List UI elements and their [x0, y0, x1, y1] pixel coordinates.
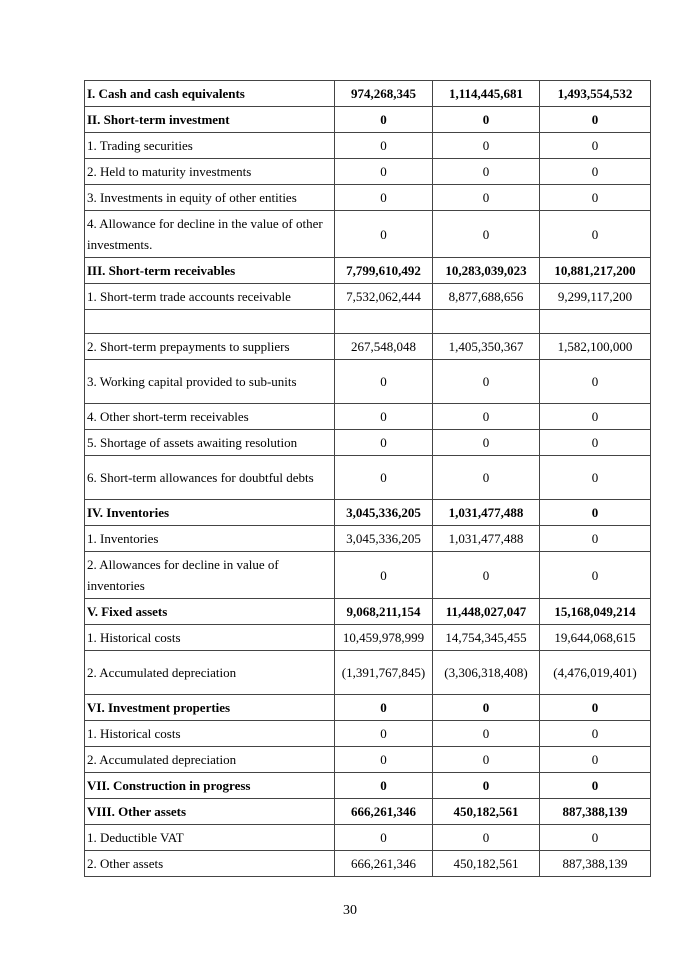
value-cell-col1: 0 [335, 185, 433, 211]
value-cell-col2: 0 [433, 404, 540, 430]
table-row [85, 159, 651, 185]
value-cell-col3: 0 [540, 695, 651, 721]
row-label: 3. Working capital provided to sub-units [85, 360, 335, 404]
row-label: 1. Historical costs [85, 721, 335, 747]
value-cell-col1: 0 [335, 773, 433, 799]
row-label: 1. Trading securities [85, 133, 335, 159]
value-cell-col1: 9,068,211,154 [335, 599, 433, 625]
value-cell-col2: 0 [433, 159, 540, 185]
value-cell-col2: 0 [433, 747, 540, 773]
value-cell-col2: 0 [433, 211, 540, 258]
row-label: I. Cash and cash equivalents [85, 81, 335, 107]
value-cell-col1: (1,391,767,845) [335, 651, 433, 695]
value-cell-col1: 0 [335, 456, 433, 500]
value-cell-col2: 0 [433, 360, 540, 404]
section-row [85, 799, 651, 825]
value-cell-col2: 0 [433, 552, 540, 599]
value-cell-col3: 0 [540, 404, 651, 430]
value-cell-col1: 0 [335, 133, 433, 159]
table-row [85, 456, 651, 500]
value-cell-col2: 0 [433, 185, 540, 211]
row-label: IV. Inventories [85, 500, 335, 526]
value-cell-col3: 0 [540, 211, 651, 258]
value-cell-col1 [335, 310, 433, 334]
section-row [85, 773, 651, 799]
row-label: 1. Deductible VAT [85, 825, 335, 851]
value-cell-col2: 11,448,027,047 [433, 599, 540, 625]
value-cell-col3: 0 [540, 825, 651, 851]
value-cell-col2: 0 [433, 695, 540, 721]
row-label: VIII. Other assets [85, 799, 335, 825]
value-cell-col1: 0 [335, 695, 433, 721]
value-cell-col2: 450,182,561 [433, 851, 540, 877]
value-cell-col3: 0 [540, 133, 651, 159]
value-cell-col3 [540, 310, 651, 334]
table-row [85, 430, 651, 456]
value-cell-col2: 0 [433, 825, 540, 851]
row-label: 2. Accumulated depreciation [85, 651, 335, 695]
table-row [85, 825, 651, 851]
value-cell-col1: 3,045,336,205 [335, 500, 433, 526]
value-cell-col3: (4,476,019,401) [540, 651, 651, 695]
table-row [85, 404, 651, 430]
value-cell-col1: 0 [335, 211, 433, 258]
table-row [85, 133, 651, 159]
row-label: II. Short-term investment [85, 107, 335, 133]
row-label: 4. Allowance for decline in the value of other investments. [85, 211, 335, 258]
value-cell-col2: 0 [433, 430, 540, 456]
value-cell-col1: 0 [335, 430, 433, 456]
value-cell-col2: 1,031,477,488 [433, 526, 540, 552]
section-row [85, 81, 651, 107]
value-cell-col1: 0 [335, 107, 433, 133]
value-cell-col2: 0 [433, 721, 540, 747]
table-row [85, 851, 651, 877]
row-label: III. Short-term receivables [85, 258, 335, 284]
value-cell-col2: 10,283,039,023 [433, 258, 540, 284]
row-label: VI. Investment properties [85, 695, 335, 721]
value-cell-col2: 450,182,561 [433, 799, 540, 825]
value-cell-col3: 0 [540, 552, 651, 599]
value-cell-col3: 0 [540, 526, 651, 552]
row-label: 6. Short-term allowances for doubtful debts [85, 456, 335, 500]
table-row [85, 651, 651, 695]
value-cell-col3: 1,493,554,532 [540, 81, 651, 107]
table-row [85, 625, 651, 651]
row-label: 4. Other short-term receivables [85, 404, 335, 430]
table-row [85, 334, 651, 360]
value-cell-col3: 0 [540, 500, 651, 526]
row-label [85, 310, 335, 334]
row-label: 5. Shortage of assets awaiting resolution [85, 430, 335, 456]
row-label: 1. Inventories [85, 526, 335, 552]
value-cell-col3: 19,644,068,615 [540, 625, 651, 651]
balance-sheet-table [84, 80, 651, 877]
table-row [85, 360, 651, 404]
row-label: VII. Construction in progress [85, 773, 335, 799]
value-cell-col1: 666,261,346 [335, 851, 433, 877]
value-cell-col3: 0 [540, 721, 651, 747]
table-row [85, 211, 651, 258]
value-cell-col2 [433, 310, 540, 334]
table-row [85, 185, 651, 211]
value-cell-col3: 0 [540, 456, 651, 500]
section-row [85, 258, 651, 284]
row-label: 2. Allowances for decline in value of inventories [85, 552, 335, 599]
value-cell-col3: 887,388,139 [540, 799, 651, 825]
value-cell-col2: 0 [433, 456, 540, 500]
value-cell-col2: 1,031,477,488 [433, 500, 540, 526]
value-cell-col3: 0 [540, 185, 651, 211]
value-cell-col2: 0 [433, 133, 540, 159]
value-cell-col3: 0 [540, 773, 651, 799]
value-cell-col3: 1,582,100,000 [540, 334, 651, 360]
table-row [85, 721, 651, 747]
value-cell-col1: 0 [335, 159, 433, 185]
table-row [85, 747, 651, 773]
section-row [85, 695, 651, 721]
value-cell-col2: 0 [433, 773, 540, 799]
row-label: 1. Historical costs [85, 625, 335, 651]
value-cell-col1: 267,548,048 [335, 334, 433, 360]
row-label: 2. Accumulated depreciation [85, 747, 335, 773]
value-cell-col3: 0 [540, 747, 651, 773]
value-cell-col3: 887,388,139 [540, 851, 651, 877]
table-row [85, 526, 651, 552]
value-cell-col1: 7,532,062,444 [335, 284, 433, 310]
value-cell-col3: 0 [540, 360, 651, 404]
table-row [85, 310, 651, 334]
value-cell-col1: 0 [335, 552, 433, 599]
value-cell-col3: 0 [540, 430, 651, 456]
value-cell-col3: 9,299,117,200 [540, 284, 651, 310]
table-row [85, 552, 651, 599]
value-cell-col1: 10,459,978,999 [335, 625, 433, 651]
section-row [85, 599, 651, 625]
section-row [85, 500, 651, 526]
value-cell-col1: 3,045,336,205 [335, 526, 433, 552]
value-cell-col1: 0 [335, 825, 433, 851]
value-cell-col1: 7,799,610,492 [335, 258, 433, 284]
table-body [85, 81, 651, 877]
row-label: 2. Other assets [85, 851, 335, 877]
value-cell-col2: 14,754,345,455 [433, 625, 540, 651]
value-cell-col1: 0 [335, 360, 433, 404]
value-cell-col1: 0 [335, 747, 433, 773]
page-number: 30 [343, 903, 357, 918]
value-cell-col3: 0 [540, 107, 651, 133]
row-label: 1. Short-term trade accounts receivable [85, 284, 335, 310]
row-label: 2. Held to maturity investments [85, 159, 335, 185]
value-cell-col3: 0 [540, 159, 651, 185]
value-cell-col3: 15,168,049,214 [540, 599, 651, 625]
value-cell-col3: 10,881,217,200 [540, 258, 651, 284]
value-cell-col1: 0 [335, 404, 433, 430]
section-row [85, 107, 651, 133]
value-cell-col2: 1,114,445,681 [433, 81, 540, 107]
row-label: 3. Investments in equity of other entities [85, 185, 335, 211]
value-cell-col2: (3,306,318,408) [433, 651, 540, 695]
row-label: 2. Short-term prepayments to suppliers [85, 334, 335, 360]
table-row [85, 284, 651, 310]
value-cell-col1: 0 [335, 721, 433, 747]
value-cell-col2: 8,877,688,656 [433, 284, 540, 310]
value-cell-col1: 666,261,346 [335, 799, 433, 825]
value-cell-col1: 974,268,345 [335, 81, 433, 107]
row-label: V. Fixed assets [85, 599, 335, 625]
value-cell-col2: 1,405,350,367 [433, 334, 540, 360]
value-cell-col2: 0 [433, 107, 540, 133]
